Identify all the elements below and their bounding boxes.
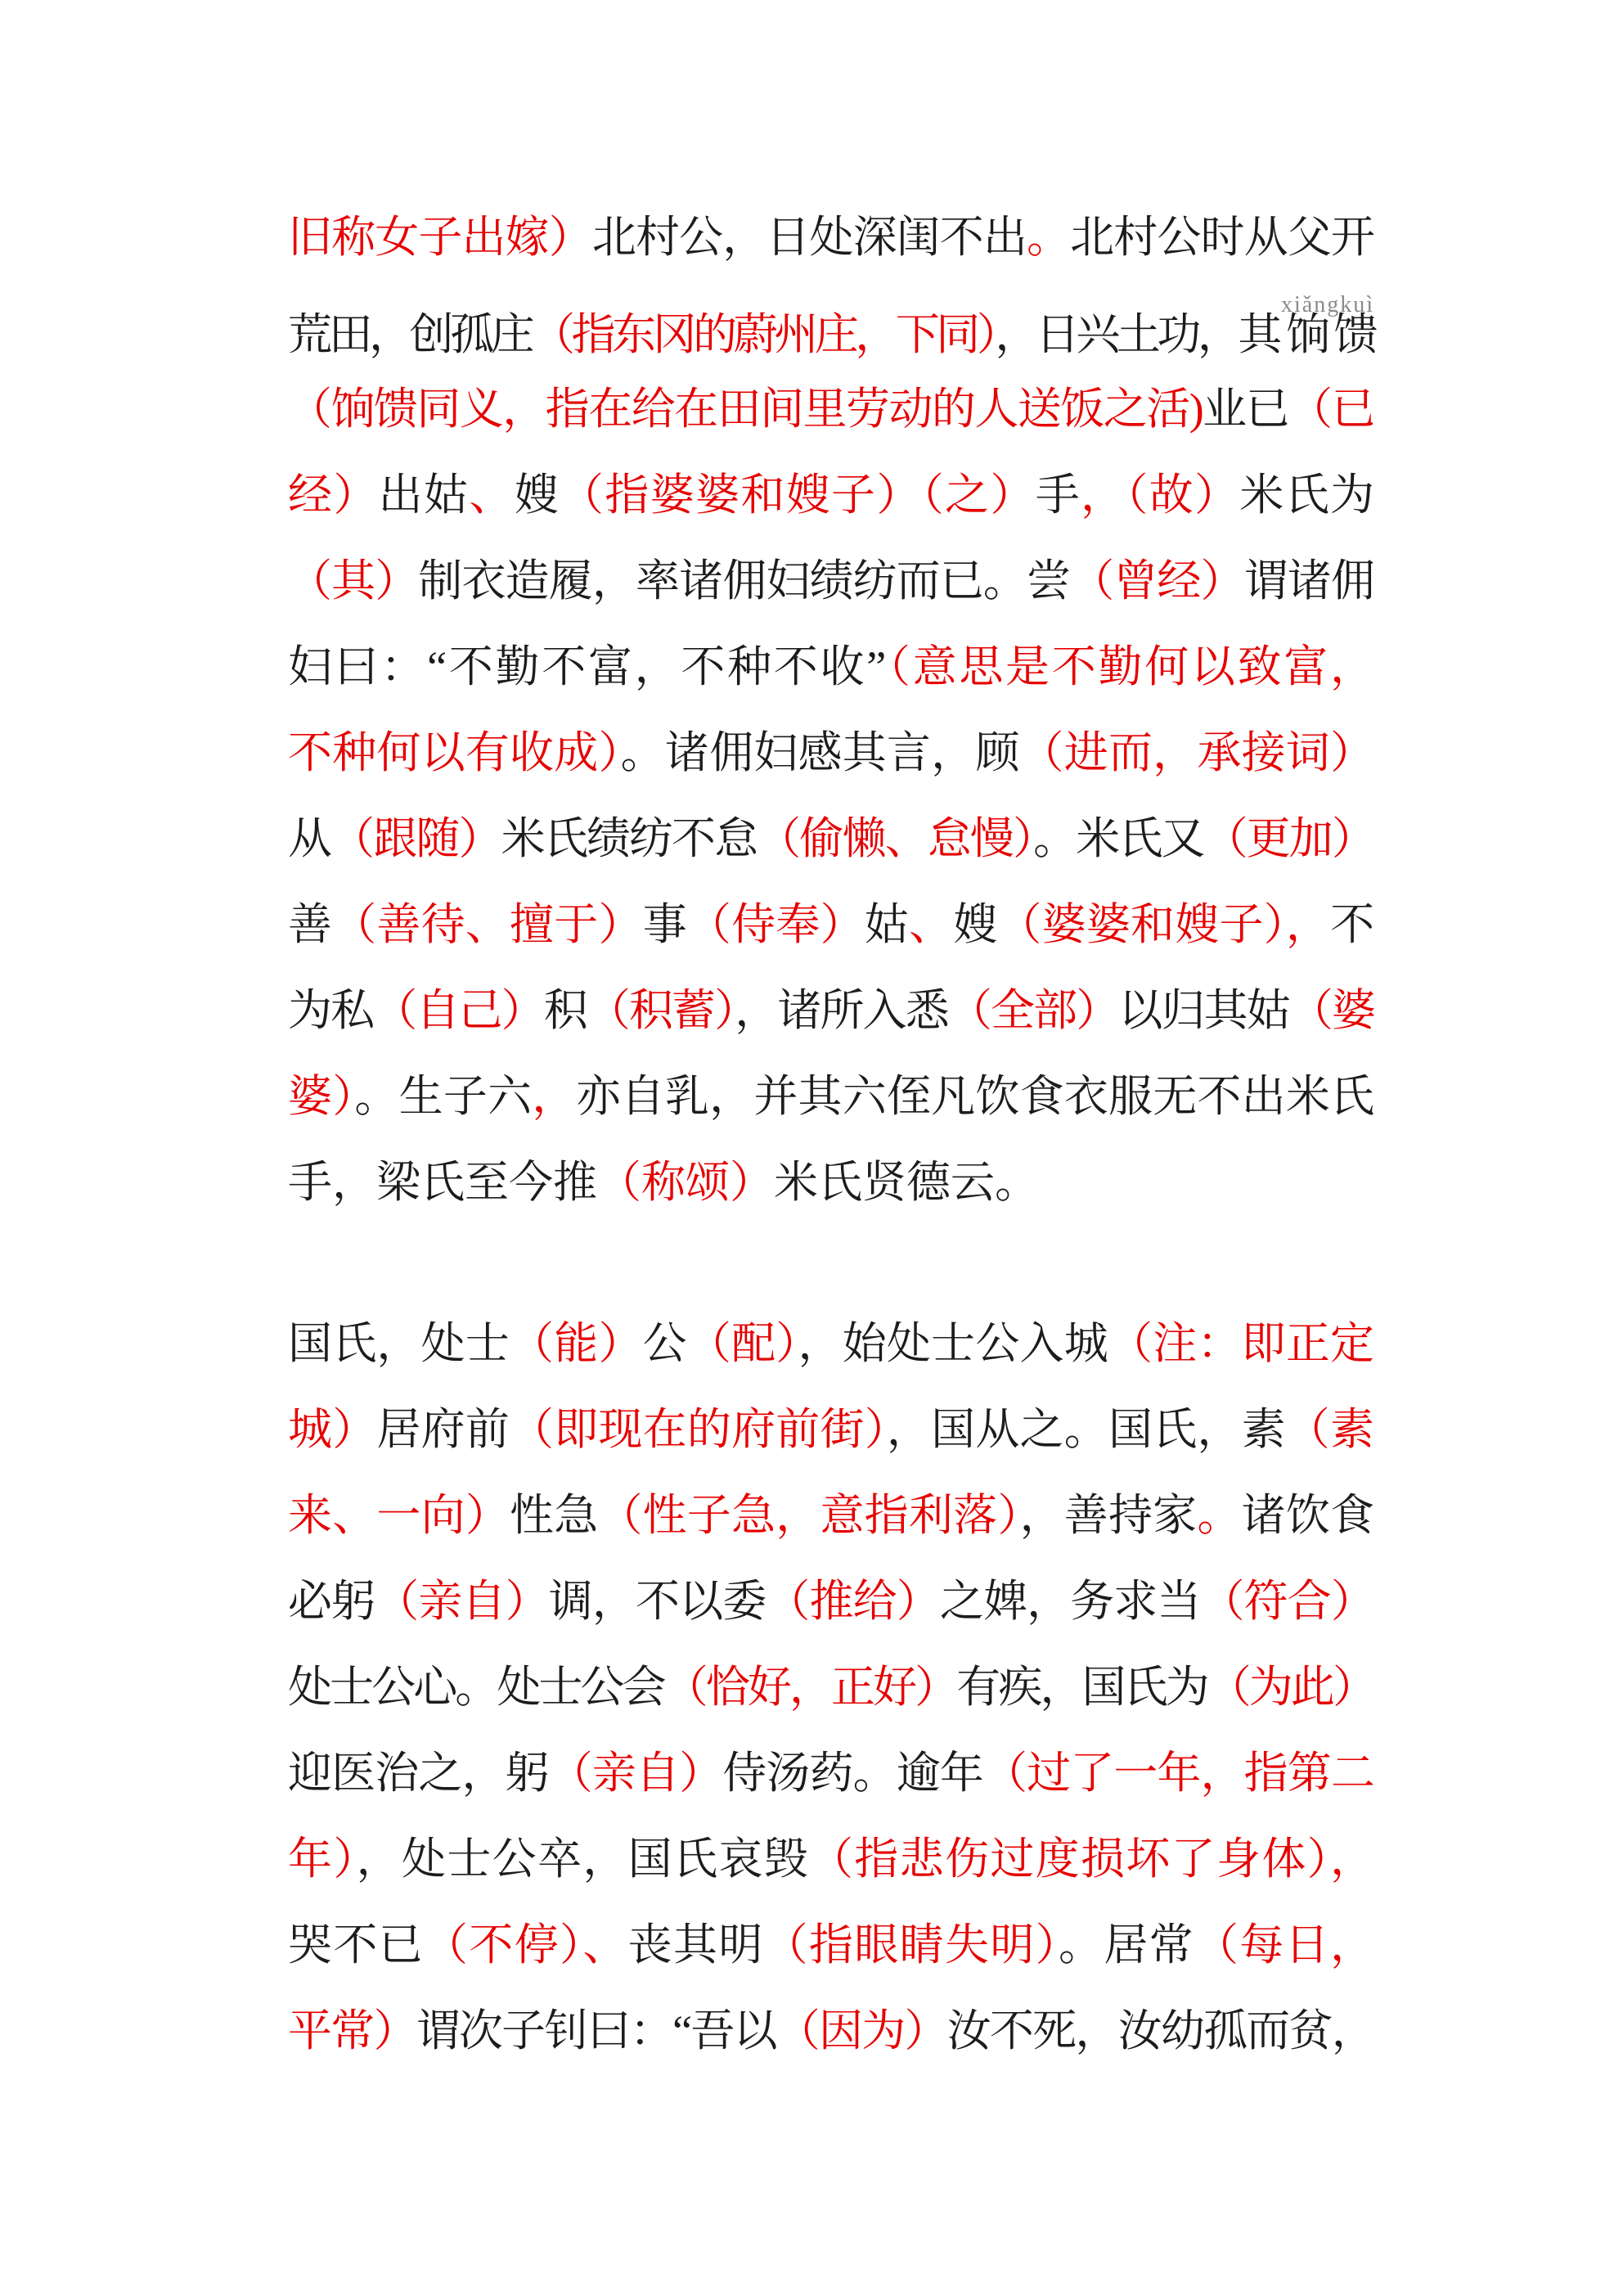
annotation-segment: （符合）: [1200, 1577, 1375, 1626]
text-segment: ，国从之。国氏，素: [886, 1405, 1286, 1454]
annotation-segment: （素: [1285, 1405, 1375, 1454]
text-line: [288, 1054, 1374, 1140]
text-segment: 为私: [288, 986, 374, 1035]
annotation-segment: （侍奉）: [686, 900, 865, 949]
text-segment: 谓诸佣: [1243, 556, 1375, 606]
text-line: [288, 968, 1374, 1054]
annotation-segment: （意思是不勤何以致富，: [886, 642, 1375, 691]
text-line: [288, 1140, 1374, 1226]
annotation-segment: （指眼睛失明）: [763, 1920, 1059, 1970]
annotation-segment: （跟随）: [330, 814, 501, 863]
text-segment: 制衣造履，率诸佣妇绩纺而已。尝: [418, 556, 1071, 606]
text-segment: 有疾，国氏为: [956, 1663, 1207, 1712]
annotation-segment: （曾经）: [1070, 556, 1244, 606]
text-segment: 米氏绩纺不怠: [501, 814, 758, 863]
text-line: [288, 452, 1374, 538]
text-segment: 米氏为: [1239, 470, 1375, 520]
annotation-segment: （每日，: [1194, 1920, 1375, 1970]
text-segment: 手，梁氏至今推: [288, 1158, 597, 1207]
text-segment: 必躬: [288, 1577, 375, 1626]
text-line: [288, 710, 1374, 796]
annotation-segment: 城）: [288, 1405, 377, 1454]
text-segment: 。生子六: [354, 1072, 533, 1121]
text-segment: 积: [543, 986, 587, 1035]
annotation-segment: （亲自）: [375, 1577, 549, 1626]
annotation-segment: （为此）: [1207, 1663, 1375, 1712]
annotation-segment: ，: [532, 1072, 577, 1121]
text-line: [288, 1988, 1374, 2074]
annotation-segment: （更加）: [1203, 814, 1375, 863]
text-line: [288, 1731, 1374, 1817]
annotation-segment: （偷懒、怠慢）: [757, 814, 1034, 863]
text-segment: ，始处士公入城: [798, 1319, 1108, 1368]
annotation-segment: 旧称女子出嫁）: [288, 213, 592, 262]
text-segment: 性急: [510, 1491, 599, 1540]
text-segment: 亦自乳，并其六侄凡饮食衣服无不出米氏: [576, 1072, 1375, 1121]
annotation-segment: （称颂）: [597, 1158, 774, 1207]
text-block: [288, 195, 1374, 2074]
annotation-segment: （过了一年，指第二: [982, 1749, 1375, 1798]
annotation-segment: （全部）: [947, 986, 1119, 1035]
text-line: [288, 281, 1374, 367]
text-segment: 荒田，创孤庄: [288, 310, 532, 359]
text-line: [288, 367, 1374, 452]
text-segment: ，善持家: [1019, 1491, 1198, 1540]
annotation-segment: （指东冈的蔚州庄，下同）: [531, 310, 996, 359]
text-segment: 哭不已: [288, 1920, 424, 1970]
annotation-segment: （不停）、: [424, 1920, 628, 1970]
annotation-segment: （指婆婆和嫂子）（之）: [560, 470, 1036, 520]
annotation-segment: （自己）: [373, 986, 544, 1035]
text-segment: 事: [642, 900, 687, 949]
text-line: [288, 1387, 1374, 1473]
paragraph: [288, 1301, 1374, 2074]
text-segment: ，日兴土功，其 饷 馈: [995, 310, 1375, 359]
text-line: [288, 1902, 1374, 1988]
text-segment: 手: [1035, 470, 1081, 520]
annotation-segment: 年）: [288, 1835, 357, 1884]
text-segment: 从: [288, 814, 331, 863]
text-line: [288, 1817, 1374, 1902]
annotation-segment: （婆: [1288, 986, 1375, 1035]
annotation-segment: 、: [469, 470, 515, 520]
text-line: [288, 796, 1374, 882]
text-segment: 汝不死，汝幼孤而贫，: [946, 2006, 1374, 2055]
annotation-segment: （配）: [686, 1319, 798, 1368]
annotation-segment: 来、一向）: [288, 1491, 510, 1540]
text-segment: 调，不以委: [548, 1577, 767, 1626]
text-segment: 北村公时从父开: [1070, 213, 1375, 262]
annotation-segment: （善待、擅于）: [332, 900, 643, 949]
annotation-segment: （推给）: [766, 1577, 940, 1626]
text-segment: 米氏贤德云。: [774, 1158, 1039, 1207]
text-segment: 嫂: [514, 470, 560, 520]
annotation-segment: 不种何以有收成）: [288, 728, 621, 777]
annotation-segment: （恰好，正好）: [663, 1663, 957, 1712]
text-segment: 谓次子钊曰：“吾以: [416, 2006, 776, 2055]
annotation-segment: （能）: [510, 1319, 643, 1368]
text-segment: 国氏，处士: [288, 1319, 510, 1368]
text-segment: 公: [642, 1319, 687, 1368]
text-segment: 。诸佣妇感其言，顾: [620, 728, 1020, 777]
text-line: [288, 882, 1374, 968]
text-segment: 业已: [1203, 385, 1289, 434]
text-segment: ，诸所入悉: [735, 986, 948, 1035]
text-segment: 处士公心。处士公会: [288, 1663, 664, 1712]
annotation-segment: （进而，承接词）: [1019, 728, 1375, 777]
annotation-segment: （积蓄）: [586, 986, 735, 1035]
text-segment: 姑: [864, 900, 909, 949]
annotation-segment: （已: [1288, 385, 1375, 434]
text-line: [288, 1559, 1374, 1645]
text-line: [288, 1473, 1374, 1559]
text-line: [288, 195, 1374, 281]
annotation-segment: （注：即正定: [1108, 1319, 1375, 1368]
pinyin-annotation: xiǎngkuì: [1281, 292, 1374, 317]
annotation-segment: （即现在的府前街）: [510, 1405, 887, 1454]
annotation-segment: 。: [1197, 1491, 1242, 1540]
text-segment: 。居常: [1059, 1920, 1195, 1970]
text-segment: ，处士公卒，国氏哀毁: [356, 1835, 810, 1884]
annotation-segment: （因为）: [776, 2006, 947, 2055]
annotation-segment: ，（故）: [1081, 470, 1240, 520]
text-segment: 迎医治之，躬: [288, 1749, 549, 1798]
text-segment: 居府前: [376, 1405, 510, 1454]
text-segment: 不: [1330, 900, 1375, 949]
text-segment: 。米氏又: [1033, 814, 1204, 863]
text-segment: 侍汤药。逾年: [722, 1749, 983, 1798]
text-segment: 嫂: [953, 900, 998, 949]
text-line: [288, 624, 1374, 710]
annotation-segment: 。: [1027, 213, 1071, 262]
text-line: [288, 1645, 1374, 1731]
text-segment: 北村公，日处深闺不出: [591, 213, 1027, 262]
annotation-segment: （性子急，意指利落）: [598, 1491, 1020, 1540]
text-segment: 善: [288, 900, 333, 949]
text-line: [288, 1301, 1374, 1387]
annotation-segment: （饷馈同义，指在给在田间里劳动的人送饭之活): [288, 385, 1203, 434]
annotation-segment: （亲自）: [548, 1749, 723, 1798]
annotation-segment: 经）: [288, 470, 379, 520]
text-line: [288, 538, 1374, 624]
annotation-segment: 婆）: [288, 1072, 355, 1121]
annotation-segment: （婆婆和嫂子），: [997, 900, 1331, 949]
text-segment: 出姑: [378, 470, 470, 520]
annotation-segment: 、: [908, 900, 954, 949]
annotation-segment: 平常）: [288, 2006, 416, 2055]
text-segment: 丧其明: [627, 1920, 764, 1970]
annotation-segment: （指悲伤过度损坏了身体），: [809, 1835, 1375, 1884]
text-segment: 诸饮食: [1241, 1491, 1375, 1540]
text-segment: 妇曰：“不勤不富，不种不收”: [288, 642, 887, 691]
paragraph: [288, 195, 1374, 1226]
annotation-segment: （其）: [288, 556, 419, 606]
text-segment: 以归其姑: [1118, 986, 1289, 1035]
text-segment: 之婢，务求当: [939, 1577, 1201, 1626]
